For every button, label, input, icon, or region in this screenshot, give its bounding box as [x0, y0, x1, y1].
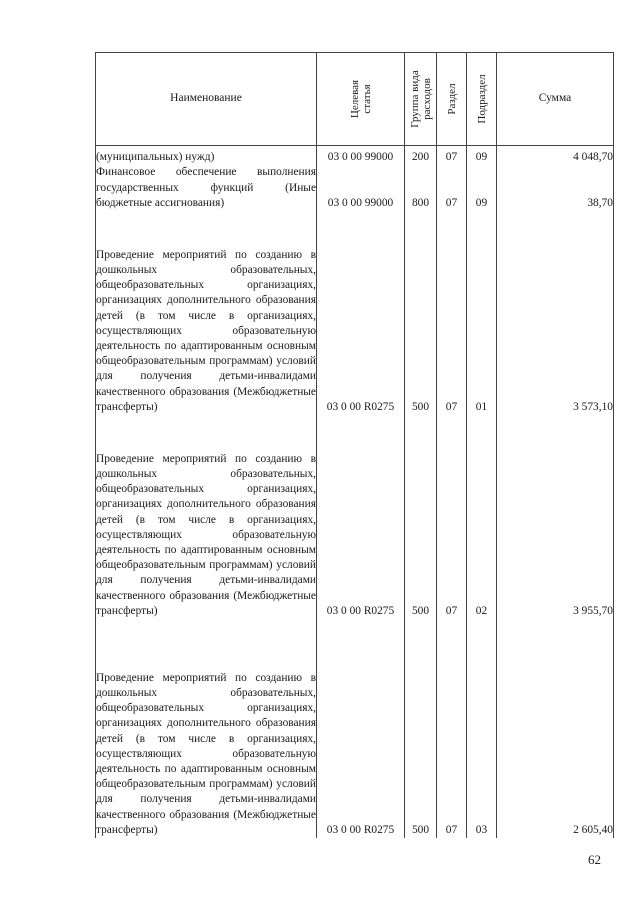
- row-target-article: 03 0 00 R0275: [317, 619, 405, 838]
- row-expense-group: 800: [405, 165, 437, 211]
- row-sum: 4 048,70: [497, 146, 614, 166]
- row-sum: 3 955,70: [497, 415, 614, 619]
- row-section: 07: [437, 165, 467, 211]
- row-target-article: 03 0 00 99000: [317, 165, 405, 211]
- row-subsection: 01: [467, 211, 497, 415]
- row-sum: 38,70: [497, 165, 614, 211]
- row-target-article: 03 0 00 R0275: [317, 211, 405, 415]
- row-subsection: 02: [467, 415, 497, 619]
- header-row: [96, 53, 614, 146]
- header-subsection: [467, 53, 497, 146]
- row-name: Проведение мероприятий по созданию в дошкольных образовательных, общеобразовательных организациях, организациях дополнительного образования детей (в том числе в организациях, осуществляющих образовательную деятельность по адаптированным основным общеобразовательным программам) условий для получения детьми-инвалидами качественного образования (Межбюджетные трансферты): [96, 211, 317, 415]
- row-sum: 2 605,40: [497, 619, 614, 838]
- page-number: 62: [588, 852, 601, 867]
- row-sum: 3 573,10: [497, 211, 614, 415]
- row-name: Проведение мероприятий по созданию в дошкольных образовательных, общеобразовательных организациях, организациях дополнительного образования детей (в том числе в организациях, осуществляющих образовательную деятельность по адаптированным основным общеобразовательным программам) условий для получения детьми-инвалидами качественного образования (Межбюджетные трансферты): [96, 415, 317, 619]
- header-sum: Сумма: [497, 53, 614, 146]
- row-target-article: 03 0 00 99000: [317, 146, 405, 166]
- table-row: [96, 211, 614, 415]
- row-subsection: 09: [467, 165, 497, 211]
- row-section: 07: [437, 211, 467, 415]
- header-section: [437, 53, 467, 146]
- row-expense-group: 500: [405, 619, 437, 838]
- table-row: [96, 415, 614, 619]
- row-subsection: 03: [467, 619, 497, 838]
- row-name: Финансовое обеспечение выполнения государственных функций (Иные бюджетные ассигнования): [96, 165, 317, 211]
- row-target-article: 03 0 00 R0275: [317, 415, 405, 619]
- header-subsection-label: Подраздел: [475, 74, 488, 124]
- row-expense-group: 200: [405, 146, 437, 166]
- table-row: [96, 165, 614, 211]
- table-row: [96, 619, 614, 838]
- row-expense-group: 500: [405, 415, 437, 619]
- header-section-label: Раздел: [445, 83, 458, 115]
- row-expense-group: 500: [405, 211, 437, 415]
- header-expense-group-label: Группа вида расходов: [408, 70, 433, 128]
- budget-table: [95, 52, 614, 838]
- row-name: Проведение мероприятий по созданию в дошкольных образовательных, общеобразовательных организациях, организациях дополнительного образования детей (в том числе в организациях, осуществляющих образовательную деятельность по адаптированным основным общеобразовательным программам) условий для получения детьми-инвалидами качественного образования (Межбюджетные трансферты): [96, 619, 317, 838]
- table-row: [96, 146, 614, 166]
- header-expense-group: [405, 53, 437, 146]
- row-section: 07: [437, 146, 467, 166]
- header-target-article: [317, 53, 405, 146]
- row-name: (муниципальных) нужд): [96, 146, 317, 166]
- row-section: 07: [437, 619, 467, 838]
- row-section: 07: [437, 415, 467, 619]
- header-target-article-label: Целевая статья: [348, 79, 373, 119]
- row-subsection: 09: [467, 146, 497, 166]
- header-name: Наименование: [96, 53, 317, 146]
